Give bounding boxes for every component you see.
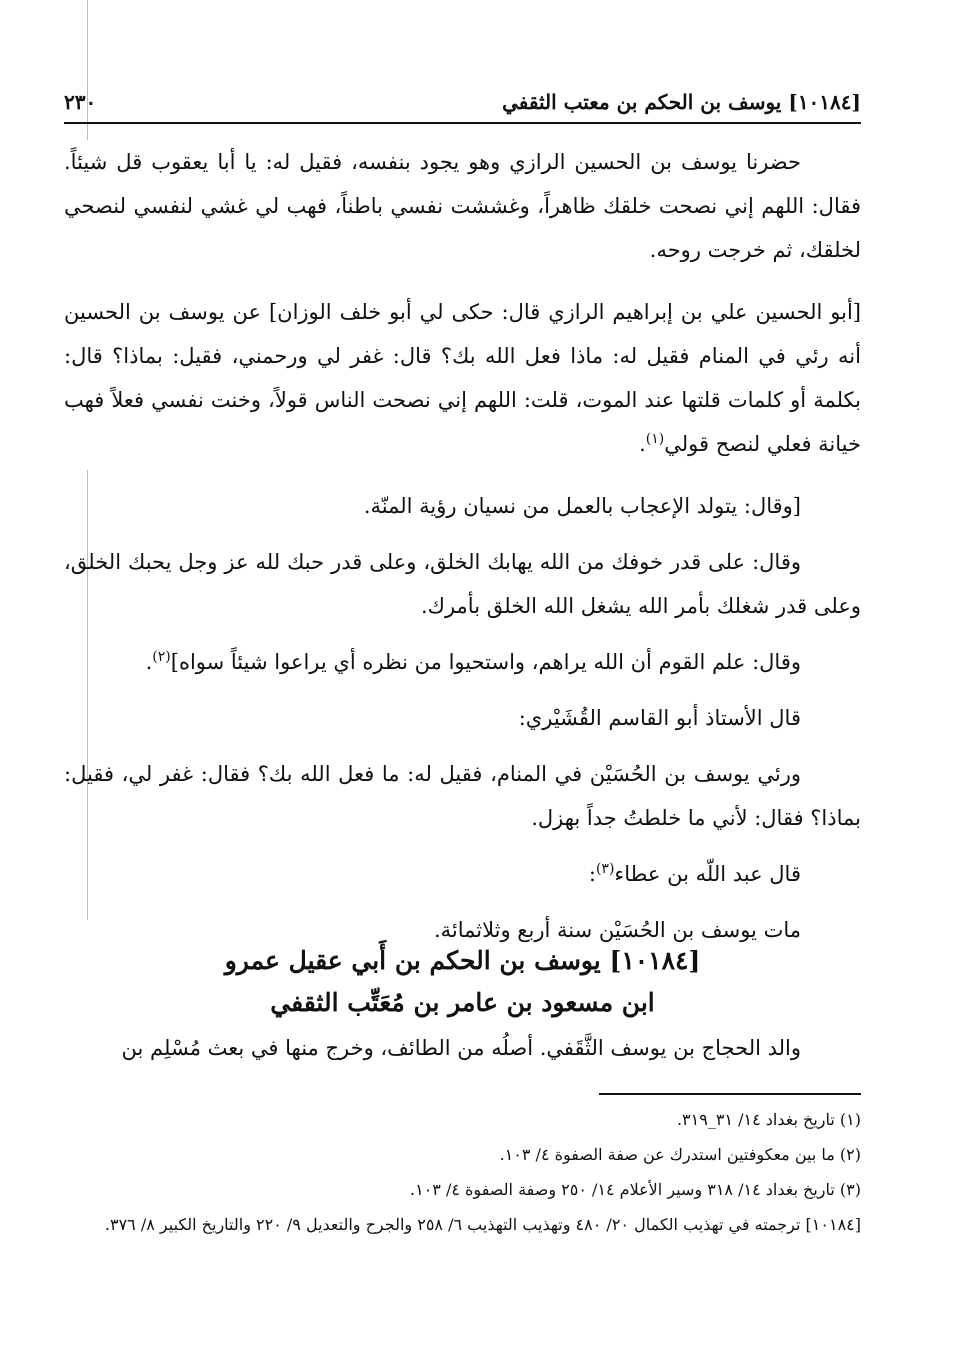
footnote: (٢) ما بين معكوفتين استدرك عن صفة الصفوة ٤/ ١٠٣. <box>499 1145 861 1164</box>
footnote: (٣) تاريخ بغداد ١٤/ ٣١٨ وسير الأعلام ١٤/ ٢٥٠ وصفة الصفوة ٤/ ١٠٣. <box>410 1180 861 1199</box>
footnote: (١) تاريخ بغداد ١٤/ ٣١_٣١٩. <box>676 1110 861 1129</box>
entry-title-line: [١٠١٨٤] يوسف بن الحكم بن أَبي عقيل عمرو <box>224 946 701 975</box>
paragraph: مات يوسف بن الحُسَيْن سنة أربع وثلاثمائة. <box>433 918 801 942</box>
paragraph: قال عبد اللّه بن عطاء$^{(٣)}$: <box>588 861 801 886</box>
entry-first-line: والد الحجاج بن يوسف الثَّقَفي. أصلُه من الطائف، وخرج منها في بعث مُسْلِم بن <box>121 1036 801 1060</box>
running-title: [١٠١٨٤] يوسف بن الحكم بن معتب الثقفي <box>502 90 861 114</box>
paragraph: حضرنا يوسف بن الحسين الرازي وهو يجود بنفسه، فقيل له: يا أبا يعقوب قل شيئاً. فقال: اللهم إني نصحت خلقك ظاهراً، وغششت نفسي باطناً، فهب لي غشي لنفسي لنصحي لخلقك، ثم خرجت روحه. <box>64 150 862 262</box>
footnote: [١٠١٨٤] ترجمته في تهذيب الكمال ٢٠/ ٤٨٠ وتهذيب التهذيب ٦/ ٢٥٨ والجرح والتعديل ٩/ ٢٢٠ والتاريخ الكبير ٨/ ٣٧٦. <box>104 1215 861 1234</box>
page-header <box>64 78 861 114</box>
page-number: ٢٣٠ <box>64 90 97 114</box>
paragraph: ورئي يوسف بن الحُسَيْن في المنام، فقيل له: ما فعل الله بك؟ فقال: غفر لي، فقيل: بماذا؟ فقال: لأني ما خلطتُ جداً بهزل. <box>64 762 861 830</box>
paragraph: وقال: على قدر خوفك من الله يهابك الخلق، وعلى قدر حبك لله عز وجل يحبك الخلق، وعلى قدر شغلك بأمر الله يشغل الله الخلق بأمرك. <box>64 550 861 618</box>
footnote-rule <box>599 1093 861 1095</box>
header-rule <box>64 122 861 124</box>
scan-margin-line <box>87 0 88 140</box>
paragraph: [أبو الحسين علي بن إبراهيم الرازي قال: حكى لي أبو خلف الوزان] عن يوسف بن الحسين أنه رئي في المنام فقيل له: ماذا فعل الله بك؟ قال: غفر لي ورحمني، فقيل: بماذا؟ قال: بكلمة أو كلمات قلتها عند الموت، قلت: اللهم إني نصحت الناس قولاً، وخنت نفسي فعلاً فهب خيانة فعلي لنصح قولي$^{(١)}$. <box>64 300 861 456</box>
paragraph: قال الأستاذ أبو القاسم القُشَيْري: <box>518 706 801 730</box>
entry-heading <box>64 940 861 1024</box>
footnote-marker: (٢) <box>152 649 171 665</box>
main-text <box>64 140 861 964</box>
footnote-marker: (١) <box>645 431 665 447</box>
entry-title-line: ابن مسعود بن عامر بن مُعَتِّب الثقفي <box>270 988 655 1017</box>
paragraph: [وقال: يتولد الإعجاب بالعمل من نسيان رؤية المنّة. <box>363 494 801 518</box>
paragraph: وقال: علم القوم أن الله يراهم، واستحيوا من نظره أي يراعوا شيئاً سواه]$^{(٢)}$. <box>145 649 801 674</box>
footnote-marker: (٣) <box>595 861 615 877</box>
footnotes <box>64 1102 861 1242</box>
